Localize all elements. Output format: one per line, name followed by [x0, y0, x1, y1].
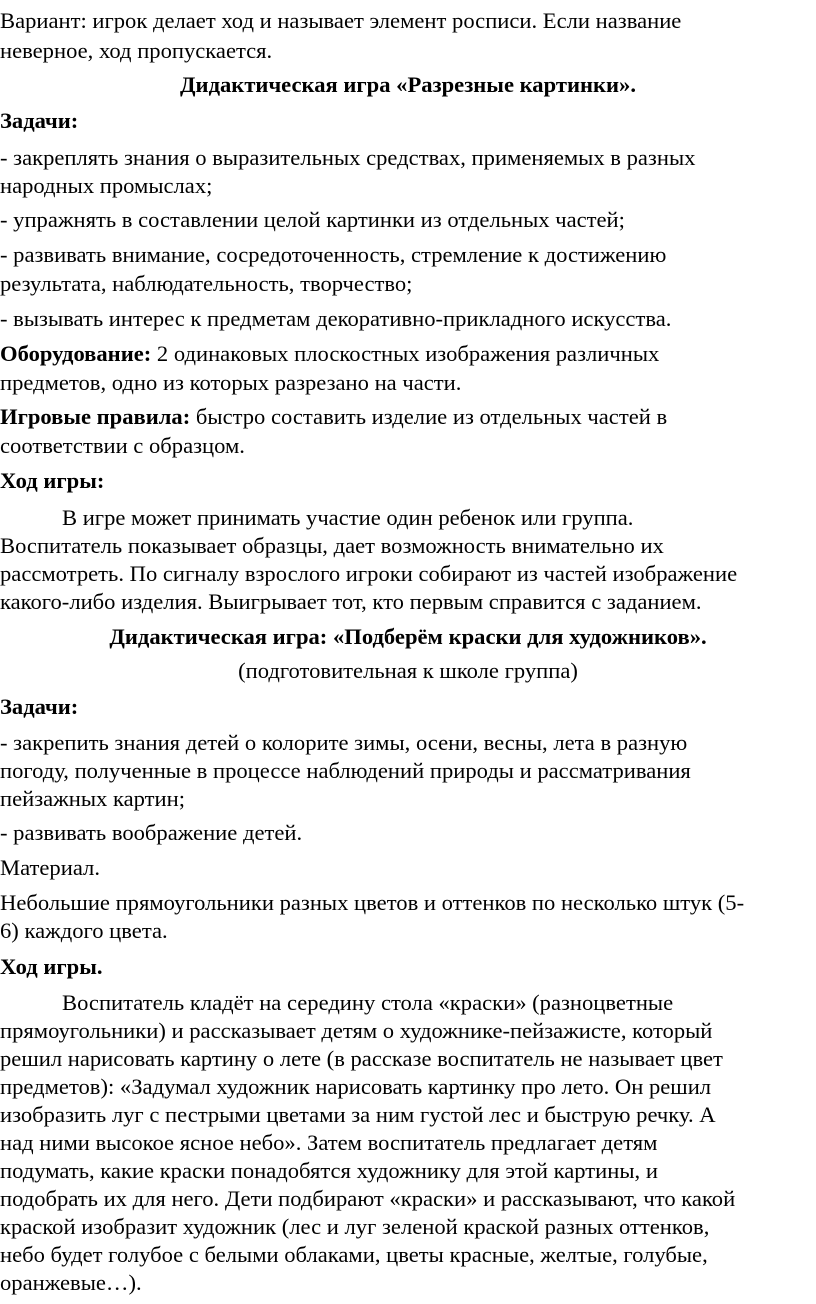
- list-item: - развивать внимание, сосредоточенность, стремление к достижению: [0, 242, 667, 267]
- text-line: небо будет голубое с белыми облаками, цветы красные, желтые, голубые,: [0, 1242, 708, 1267]
- equipment-label: Оборудование:: [0, 341, 152, 366]
- tasks-heading: Задачи:: [0, 694, 79, 719]
- rules-text: быстро составить изделие из отдельных частей в: [190, 404, 668, 429]
- text-line: какого-либо изделия. Выигрывает тот, кто первым справится с заданием.: [0, 589, 702, 614]
- rules-paragraph: [0, 402, 667, 432]
- list-item: - развивать воображение детей.: [0, 820, 303, 845]
- list-item-continuation: результата, наблюдательность, творчество;: [0, 271, 413, 296]
- tasks-heading: Задачи:: [0, 108, 79, 133]
- text-line: над ними высокое ясное небо». Затем воспитатель предлагает детям: [0, 1130, 658, 1155]
- text-line: подумать, какие краски понадобятся художнику для этой картины, и: [0, 1158, 658, 1183]
- game-progress-heading: Ход игры:: [0, 468, 105, 493]
- text-line: Вариант: игрок делает ход и называет элемент росписи. Если название: [0, 8, 682, 33]
- equipment-paragraph: [0, 339, 659, 369]
- text-line: краской изобразит художник (лес и луг зеленой краской разных оттенков,: [0, 1214, 710, 1239]
- list-item: - закрепить знания детей о колорите зимы, осени, весны, лета в разную: [0, 730, 688, 755]
- list-item: - вызывать интерес к предметам декоративно-прикладного искусства.: [0, 306, 672, 331]
- text-line: оранжевые…).: [0, 1270, 142, 1295]
- text-line: предметов, одно из которых разрезано на части.: [0, 370, 462, 395]
- text-line: неверное, ход пропускается.: [0, 38, 273, 63]
- text-line: соответствии с образцом.: [0, 433, 245, 458]
- text-line: прямоугольники) и рассказывает детям о художнике-пейзажисте, который: [0, 1018, 713, 1043]
- paragraph-first-line: В игре может принимать участие один ребенок или группа.: [62, 505, 634, 530]
- list-item-continuation: погоду, полученные в процессе наблюдений природы и рассматривания: [0, 758, 691, 783]
- list-item: - упражнять в составлении целой картинки из отдельных частей;: [0, 207, 625, 232]
- text-line: Небольшие прямоугольники разных цветов и оттенков по несколько штук (5-: [0, 890, 745, 915]
- text-line: подобрать их для него. Дети подбирают «краски» и рассказывают, что какой: [0, 1186, 736, 1211]
- section-heading-cut-pictures: Дидактическая игра «Разрезные картинки».: [180, 72, 636, 97]
- list-item: - закреплять знания о выразительных средствах, применяемых в разных: [0, 145, 696, 170]
- paragraph-first-line: Воспитатель кладёт на середину стола «краски» (разноцветные: [62, 990, 674, 1015]
- group-subtitle: (подготовительная к школе группа): [238, 658, 578, 683]
- text-line: изобразить луг с пестрыми цветами за ним густой лес и быструю речку. А: [0, 1102, 716, 1127]
- text-line: 6) каждого цвета.: [0, 918, 168, 943]
- text-line: предметов): «Задумал художник нарисовать картинку про лето. Он решил: [0, 1074, 712, 1099]
- equipment-text: 2 одинаковых плоскостных изображения различных: [151, 341, 660, 366]
- text-line: рассмотреть. По сигналу взрослого игроки собирают из частей изображение: [0, 561, 738, 586]
- section-heading-paints: Дидактическая игра: «Подберём краски для художников».: [109, 624, 707, 649]
- text-line: Воспитатель показывает образцы, дает возможность внимательно их: [0, 533, 664, 558]
- list-item-continuation: народных промыслах;: [0, 173, 213, 198]
- game-progress-heading: Ход игры.: [0, 954, 103, 979]
- text-line: решил нарисовать картину о лете (в рассказе воспитатель не называет цвет: [0, 1046, 723, 1071]
- material-label: Материал.: [0, 855, 100, 880]
- rules-label: Игровые правила:: [0, 404, 191, 429]
- list-item-continuation: пейзажных картин;: [0, 786, 185, 811]
